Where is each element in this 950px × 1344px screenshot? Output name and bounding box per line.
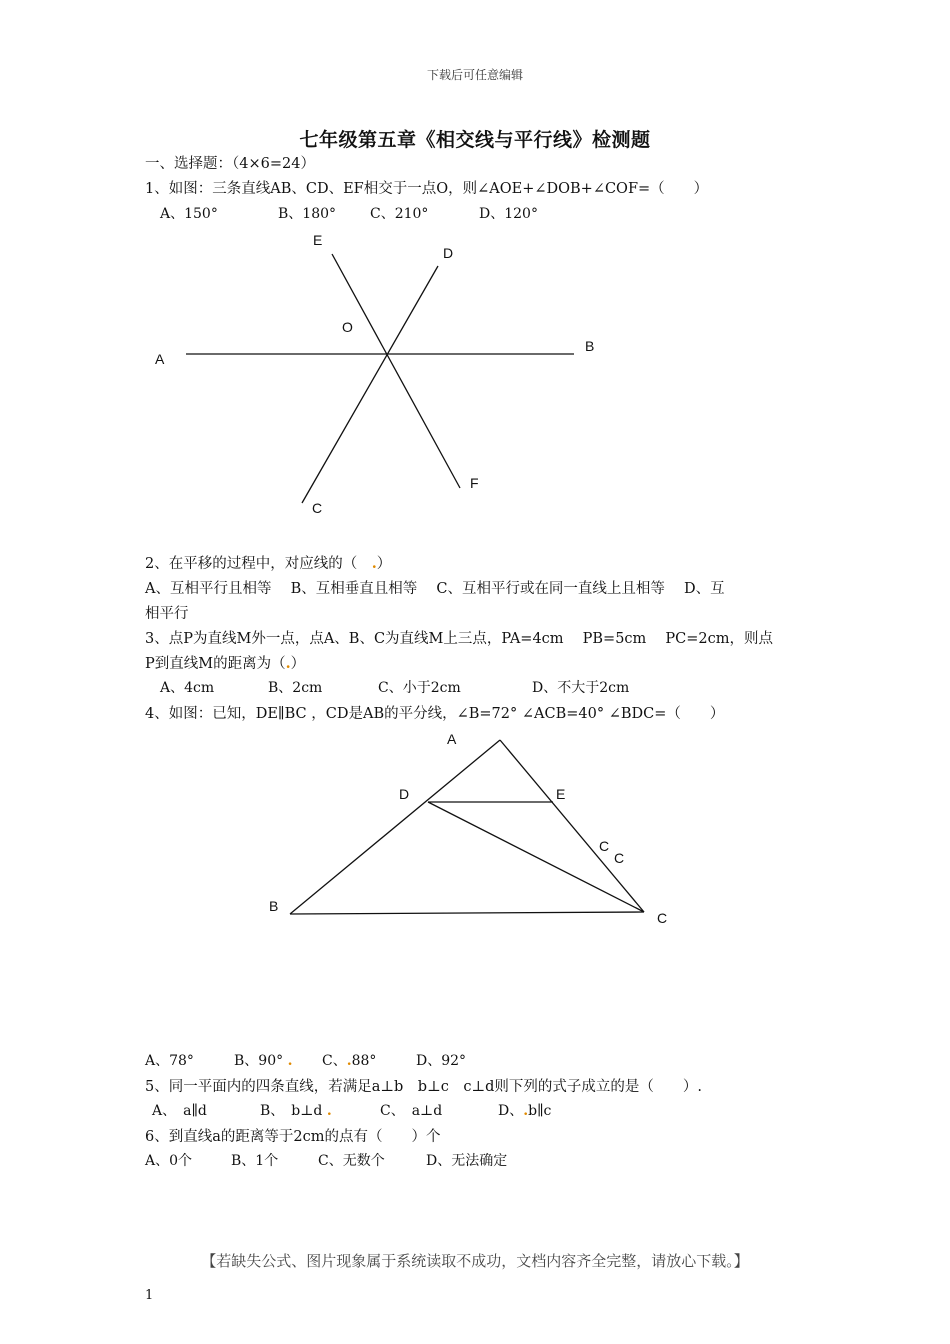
q3-option-d: D、不大于2cm [532,680,630,696]
question-3-text: 3、点P为直线M外一点，点A、B、C为直线M上三点，PA=4cm PB=5cm PC=2cm，则点 [145,631,774,647]
label-d: D [443,245,454,261]
q3-option-a: A、4cm [160,680,215,696]
q1-option-d: D、120° [479,206,538,222]
label-b: B [585,338,595,354]
q5-option-c: C、 a⊥d [380,1103,443,1119]
q4-option-b-text: B、90° [234,1053,284,1069]
question-3-text-cont [145,652,305,673]
label-e: E [556,786,566,802]
q6-option-a: A、0个 [145,1153,193,1169]
label-d: D [399,786,410,802]
question-2-paren: ） [376,556,392,572]
question-6-text: 6、到直线a的距离等于2cm的点有（ ）个 [145,1129,441,1145]
label-c: C [614,850,625,866]
q4-option-c-prefix: C、 [322,1053,347,1069]
mark-dot: . [285,655,291,672]
label-o: O [342,319,353,335]
label-f: F [470,475,479,491]
question-1-text: 1、如图：三条直线AB、CD、EF相交于一点O，则∠AOE+∠DOB+∠COF=（ ） [145,181,709,197]
q5-option-a: A、 a∥d [152,1103,207,1119]
side-bc [290,912,644,914]
q4-option-c-value: 88° [351,1053,377,1069]
q4-option-b [234,1050,292,1070]
segment-cd [428,802,644,912]
line-cd [302,266,438,503]
q5-option-b-text: B、 b⊥d [260,1103,323,1119]
label-e: E [313,232,323,248]
mark-dot: . [523,1103,529,1119]
footer-note: 【若缺失公式、图片现象属于系统读取不成功，文档内容齐全完整，请放心下载。】 [201,1252,749,1270]
q4-option-c [322,1050,376,1070]
q3-option-c: C、小于2cm [378,680,461,696]
label-b: B [269,898,279,914]
q3-option-b: B、2cm [268,680,323,696]
q6-option-d: D、无法确定 [426,1153,508,1169]
line-ef [332,254,460,488]
side-ab [290,740,500,914]
label-a: A [447,731,457,747]
q5-option-d-value: b∥c [528,1103,552,1119]
q4-option-a: A、78° [145,1053,194,1069]
label-c: C [657,910,668,926]
label-c: C [599,838,610,854]
q6-option-b: B、1个 [231,1153,279,1169]
q5-option-b [260,1100,332,1120]
label-a: A [155,351,165,367]
mark-dot: . [326,1103,332,1119]
question-2-text [145,552,391,573]
question-2-options: A、互相平行且相等 B、互相垂直且相等 C、互相平行或在同一直线上且相等 D、互 [145,581,725,597]
question-3-stem: P到直线M的距离为（ [145,656,286,672]
page-number: 1 [145,1288,154,1303]
question-2-options-cont: 相平行 [145,606,189,622]
side-ac [500,740,644,912]
q5-option-d [498,1100,551,1120]
q1-option-a: A、150° [160,206,218,222]
figure-1-intersecting-lines [186,254,574,503]
figure-2-triangle [290,740,644,914]
q6-option-c: C、无数个 [318,1153,385,1169]
section-heading: 一、选择题：（4×6=24） [145,156,315,172]
question-5-text: 5、同一平面内的四条直线，若满足a⊥b b⊥c c⊥d则下列的式子成立的是（ ）. [145,1079,702,1095]
mark-dot: . [346,1053,352,1069]
question-4-text: 4、如图：已知，DE∥BC ，CD是AB的平分线，∠B=72° ∠ACB=40° ∠BDC=（ ） [145,706,725,722]
question-2-stem: 2、在平移的过程中，对应线的（ [145,556,372,572]
mark-dot: . [287,1053,293,1069]
label-c: C [312,500,323,516]
mark-dot: . [371,555,377,572]
page-header: 下载后可任意编辑 [426,68,523,82]
document-title: 七年级第五章《相交线与平行线》检测题 [299,129,651,151]
q1-option-c: C、210° [370,206,429,222]
q1-option-b: B、180° [278,206,337,222]
q4-option-d: D、92° [416,1053,467,1069]
q5-option-d-prefix: D、 [498,1103,524,1119]
question-3-paren: ） [290,656,306,672]
